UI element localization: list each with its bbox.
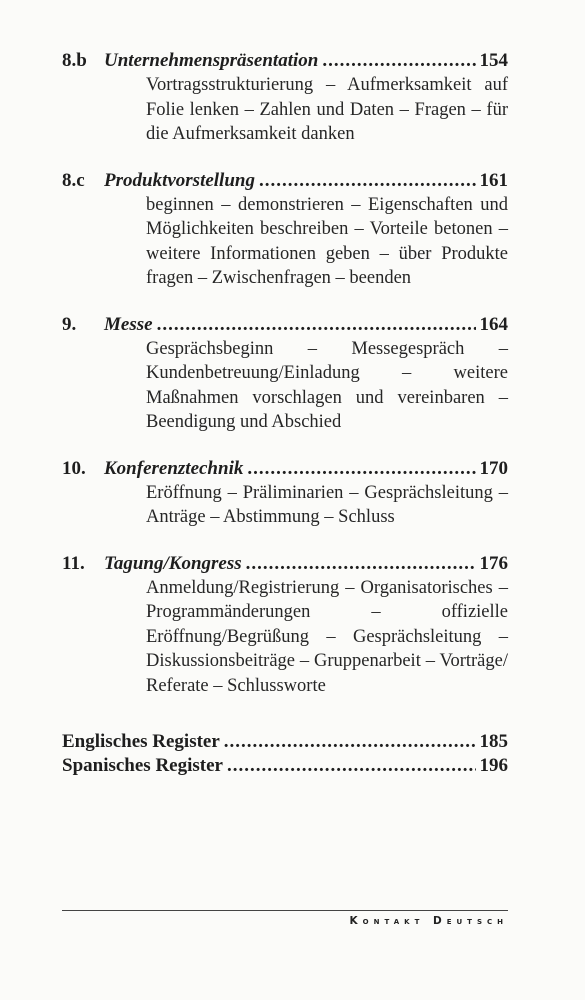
chapter-description: Anmeldung/Registrierung – Organisatorisches – Programmänderungen – offizielle Eröffnung/Begrüßung – Gesprächsleitung – Diskussionsbeiträge – Gruppenarbeit – Vorträge/ Referate – Schlussworte — [146, 577, 508, 696]
dot-leader — [322, 48, 475, 73]
chapter-description: Vortragsstrukturierung – Aufmerksamkeit auf Folie lenken – Zahlen und Daten – Fragen – für die Aufmerksamkeit danken — [146, 75, 508, 144]
toc-entry-10 — [62, 456, 508, 530]
dot-leader — [157, 312, 476, 337]
chapter-number: 9. — [62, 313, 77, 335]
chapter-description: beginnen – demonstrieren – Eigenschaften und Möglichkeiten beschreiben – Vorteile betonen – weitere Informationen geben – über Produkte fragen – Zwischenfragen – beenden — [146, 194, 508, 288]
page-number: 185 — [479, 731, 508, 752]
footer-rule — [62, 910, 508, 911]
footer-brand: Kontakt Deutsch — [349, 915, 508, 927]
chapter-number: 8.b — [62, 50, 87, 71]
toc-entry-8c — [62, 168, 508, 291]
chapter-number: 11. — [62, 552, 85, 574]
register-name: Englisches Register — [62, 731, 220, 752]
register-name: Spanisches Register — [62, 755, 223, 776]
chapter-description: Gesprächsbeginn – Messegespräch – Kundenbetreuung/Einladung – weitere Maßnahmen vorschlagen und vereinbaren – Beendigung und Abschied — [146, 338, 508, 432]
chapter-title: Produktvorstellung — [104, 169, 255, 191]
dot-leader — [259, 168, 476, 193]
page-number: 161 — [479, 169, 508, 191]
toc-entry-heading[interactable] — [62, 312, 508, 337]
dot-leader — [247, 456, 475, 481]
page-number: 196 — [479, 755, 508, 776]
chapter-title: Messe — [104, 313, 153, 335]
chapter-title: Unternehmenspräsentation — [104, 50, 319, 71]
dot-leader — [246, 551, 476, 576]
register-list — [62, 730, 508, 778]
dot-leader — [227, 754, 476, 778]
toc-entry-heading[interactable] — [62, 48, 508, 73]
toc-entry-heading[interactable] — [62, 551, 508, 576]
table-of-contents — [62, 48, 508, 778]
register-entry-spanish[interactable] — [62, 754, 508, 778]
toc-entry-8b — [62, 48, 508, 147]
toc-entry-9 — [62, 312, 508, 435]
dot-leader — [224, 730, 476, 754]
toc-entry-heading[interactable] — [62, 168, 508, 193]
page-number: 170 — [479, 457, 508, 479]
chapter-number: 8.c — [62, 169, 85, 191]
chapter-title: Tagung/Kongress — [104, 552, 242, 574]
chapter-description: Eröffnung – Präliminarien – Gesprächsleitung – Anträge – Abstimmung – Schluss — [146, 482, 508, 527]
page-number: 176 — [479, 552, 508, 574]
chapter-title: Konferenztechnik — [104, 457, 244, 479]
toc-entry-11 — [62, 551, 508, 699]
chapter-number: 10. — [62, 457, 86, 479]
page-number: 154 — [479, 50, 508, 71]
page-number: 164 — [479, 313, 508, 335]
toc-entry-heading[interactable] — [62, 456, 508, 481]
register-entry-english[interactable] — [62, 730, 508, 754]
